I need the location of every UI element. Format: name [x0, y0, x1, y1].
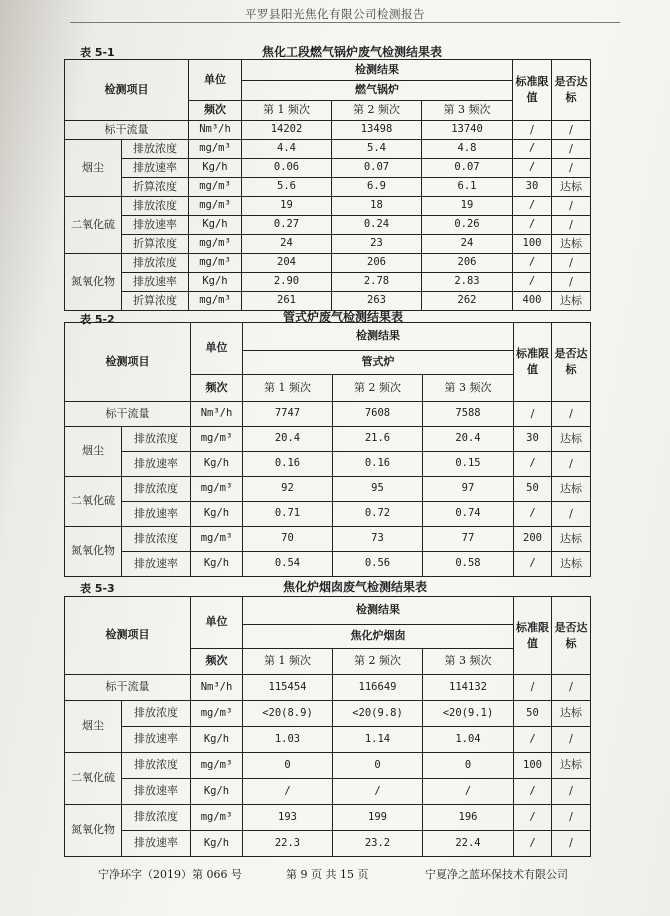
- table-label: 表 5-3: [80, 582, 115, 595]
- parameter-name: 排放速率: [122, 273, 189, 292]
- table-label: 表 5-1: [80, 46, 115, 59]
- cell-pass: /: [552, 121, 591, 140]
- cell-value: 0.16: [243, 452, 333, 477]
- header-row: [65, 60, 591, 81]
- cell-value: 14202: [242, 121, 332, 140]
- cell-unit: mg/m³: [191, 753, 243, 779]
- header-run: 第 3 频次: [422, 101, 513, 121]
- table-row: [65, 753, 591, 779]
- cell-unit: mg/m³: [191, 427, 243, 452]
- cell-value: 7588: [423, 402, 514, 427]
- cell-pass: 达标: [552, 178, 591, 197]
- cell-standard: /: [513, 216, 552, 235]
- row-label-flow: 标干流量: [65, 402, 191, 427]
- cell-value: 2.90: [242, 273, 332, 292]
- cell-standard: /: [514, 402, 552, 427]
- table-title: 焦化工段燃气锅炉废气检测结果表: [262, 45, 443, 59]
- header-frequency: 频次: [191, 375, 243, 402]
- cell-unit: Kg/h: [191, 552, 243, 577]
- cell-standard: 50: [514, 701, 552, 727]
- table-row: [65, 805, 591, 831]
- cell-value: 0.71: [243, 502, 333, 527]
- parameter-name: 排放浓度: [122, 254, 189, 273]
- cell-value: 196: [423, 805, 514, 831]
- header-frequency: 频次: [189, 101, 242, 121]
- cell-value: 0.07: [422, 159, 513, 178]
- cell-unit: Kg/h: [191, 831, 243, 857]
- pollutant-name: 烟尘: [65, 427, 122, 477]
- cell-value: 0: [423, 753, 514, 779]
- parameter-name: 排放浓度: [122, 477, 191, 502]
- cell-unit: mg/m³: [191, 527, 243, 552]
- table-title: 管式炉废气检测结果表: [283, 310, 404, 324]
- cell-pass: /: [552, 831, 591, 857]
- cell-value: 20.4: [243, 427, 333, 452]
- cell-unit: Kg/h: [189, 159, 242, 178]
- cell-pass: /: [552, 254, 591, 273]
- table-row: [65, 402, 591, 427]
- cell-unit: mg/m³: [189, 178, 242, 197]
- header-results: 检测结果: [243, 597, 514, 625]
- cell-standard: /: [513, 273, 552, 292]
- cell-pass: /: [552, 805, 591, 831]
- parameter-name: 排放速率: [122, 727, 191, 753]
- parameter-name: 排放速率: [122, 831, 191, 857]
- pollutant-name: 氮氧化物: [65, 527, 122, 577]
- cell-value: <20(9.1): [423, 701, 514, 727]
- header-row: [65, 597, 591, 625]
- parameter-name: 排放浓度: [122, 197, 189, 216]
- cell-value: 0.72: [333, 502, 423, 527]
- cell-value: 97: [423, 477, 514, 502]
- cell-unit: Nm³/h: [191, 402, 243, 427]
- cell-pass: /: [552, 675, 591, 701]
- cell-standard: /: [514, 779, 552, 805]
- header-unit: 单位: [191, 597, 243, 649]
- cell-standard: /: [513, 159, 552, 178]
- cell-unit: Kg/h: [191, 779, 243, 805]
- cell-value: 7608: [333, 402, 423, 427]
- cell-value: 19: [422, 197, 513, 216]
- cell-value: 1.04: [423, 727, 514, 753]
- cell-value: 18: [332, 197, 422, 216]
- cell-value: 0: [333, 753, 423, 779]
- cell-unit: mg/m³: [191, 805, 243, 831]
- cell-pass: /: [552, 779, 591, 805]
- cell-pass: /: [552, 197, 591, 216]
- header-pass: 是否达标: [552, 60, 591, 121]
- cell-standard: /: [513, 121, 552, 140]
- header-pass: 是否达标: [552, 323, 591, 402]
- cell-value: 23: [332, 235, 422, 254]
- cell-unit: mg/m³: [191, 477, 243, 502]
- header-item: 检测项目: [65, 60, 189, 121]
- header-run: 第 1 频次: [243, 375, 333, 402]
- header-run: 第 3 频次: [423, 375, 514, 402]
- header-run: 第 1 频次: [242, 101, 332, 121]
- cell-unit: Kg/h: [191, 502, 243, 527]
- cell-pass: /: [552, 727, 591, 753]
- table-title: 焦化炉烟囱废气检测结果表: [283, 580, 428, 594]
- cell-pass: 达标: [552, 552, 591, 577]
- cell-value: 0.26: [422, 216, 513, 235]
- cell-value: 0.16: [333, 452, 423, 477]
- cell-unit: Kg/h: [189, 273, 242, 292]
- parameter-name: 排放浓度: [122, 527, 191, 552]
- parameter-name: 排放速率: [122, 216, 189, 235]
- cell-value: 0.27: [242, 216, 332, 235]
- table-row: [65, 779, 591, 805]
- cell-unit: mg/m³: [191, 701, 243, 727]
- cell-value: 0.07: [332, 159, 422, 178]
- report-header: 平罗县阳光焦化有限公司检测报告: [245, 7, 425, 21]
- cell-value: 115454: [243, 675, 333, 701]
- pollutant-name: 二氧化硫: [65, 753, 122, 805]
- table-row: [65, 121, 591, 140]
- row-label-flow: 标干流量: [65, 675, 191, 701]
- cell-value: 13498: [332, 121, 422, 140]
- cell-value: 24: [242, 235, 332, 254]
- cell-value: 0: [243, 753, 333, 779]
- header-unit: 单位: [189, 60, 242, 101]
- cell-value: 261: [242, 292, 332, 311]
- header-frequency: 频次: [191, 649, 243, 675]
- parameter-name: 排放浓度: [122, 753, 191, 779]
- cell-standard: 400: [513, 292, 552, 311]
- footer-page-number: 第 9 页 共 15 页: [286, 868, 369, 881]
- table-row: [65, 727, 591, 753]
- table-row: [65, 701, 591, 727]
- header-run: 第 2 频次: [333, 649, 423, 675]
- parameter-name: 排放速率: [122, 779, 191, 805]
- parameter-name: 折算浓度: [122, 292, 189, 311]
- cell-standard: 30: [514, 427, 552, 452]
- pollutant-name: 二氧化硫: [65, 197, 122, 254]
- cell-standard: 30: [513, 178, 552, 197]
- table-row: [65, 427, 591, 452]
- cell-standard: /: [514, 552, 552, 577]
- header-item: 检测项目: [65, 323, 191, 402]
- cell-unit: mg/m³: [189, 140, 242, 159]
- cell-value: 77: [423, 527, 514, 552]
- cell-pass: 达标: [552, 477, 591, 502]
- header-source: 管式炉: [243, 351, 514, 375]
- cell-value: 1.03: [243, 727, 333, 753]
- cell-value: 116649: [333, 675, 423, 701]
- header-source: 焦化炉烟囱: [243, 625, 514, 649]
- cell-pass: 达标: [552, 235, 591, 254]
- table-row: [65, 254, 591, 273]
- table-row: [65, 502, 591, 527]
- cell-value: 263: [332, 292, 422, 311]
- cell-unit: Kg/h: [191, 727, 243, 753]
- parameter-name: 折算浓度: [122, 235, 189, 254]
- cell-value: 21.6: [333, 427, 423, 452]
- results-table: [64, 59, 591, 311]
- cell-pass: 达标: [552, 292, 591, 311]
- table-row: [65, 216, 591, 235]
- cell-pass: 达标: [552, 753, 591, 779]
- cell-value: <20(9.8): [333, 701, 423, 727]
- parameter-name: 排放速率: [122, 552, 191, 577]
- table-row: [65, 675, 591, 701]
- cell-unit: Kg/h: [189, 216, 242, 235]
- cell-value: 22.3: [243, 831, 333, 857]
- cell-pass: /: [552, 140, 591, 159]
- parameter-name: 排放浓度: [122, 805, 191, 831]
- parameter-name: 排放速率: [122, 452, 191, 477]
- cell-unit: mg/m³: [189, 254, 242, 273]
- header-source: 燃气锅炉: [242, 81, 513, 101]
- table-row: [65, 477, 591, 502]
- cell-value: 2.78: [332, 273, 422, 292]
- cell-value: 7747: [243, 402, 333, 427]
- cell-value: 19: [242, 197, 332, 216]
- cell-value: 92: [243, 477, 333, 502]
- cell-value: 206: [422, 254, 513, 273]
- cell-value: 73: [333, 527, 423, 552]
- cell-value: 5.4: [332, 140, 422, 159]
- pollutant-name: 二氧化硫: [65, 477, 122, 527]
- table-row: [65, 273, 591, 292]
- footer-doc-number: 宁净环字（2019）第 066 号: [98, 868, 242, 881]
- cell-pass: /: [552, 159, 591, 178]
- cell-unit: Nm³/h: [191, 675, 243, 701]
- parameter-name: 排放浓度: [122, 701, 191, 727]
- header-row: [65, 323, 591, 351]
- footer-company: 宁夏净之蓝环保技术有限公司: [425, 868, 568, 881]
- cell-standard: /: [513, 254, 552, 273]
- cell-value: 4.8: [422, 140, 513, 159]
- pollutant-name: 烟尘: [65, 140, 122, 197]
- row-label-flow: 标干流量: [65, 121, 189, 140]
- parameter-name: 排放浓度: [122, 427, 191, 452]
- header-standard: 标准限值: [513, 60, 552, 121]
- cell-standard: /: [514, 452, 552, 477]
- parameter-name: 排放浓度: [122, 140, 189, 159]
- results-table: [64, 596, 591, 857]
- cell-value: 24: [422, 235, 513, 254]
- header-pass: 是否达标: [552, 597, 591, 675]
- header-run: 第 3 频次: [423, 649, 514, 675]
- table-row: [65, 552, 591, 577]
- cell-value: 6.9: [332, 178, 422, 197]
- cell-pass: /: [552, 452, 591, 477]
- cell-value: 0.54: [243, 552, 333, 577]
- cell-value: 4.4: [242, 140, 332, 159]
- cell-value: /: [243, 779, 333, 805]
- cell-value: 0.06: [242, 159, 332, 178]
- cell-value: /: [423, 779, 514, 805]
- cell-value: 0.56: [333, 552, 423, 577]
- cell-pass: /: [552, 402, 591, 427]
- cell-pass: /: [552, 273, 591, 292]
- cell-standard: /: [514, 727, 552, 753]
- cell-value: 199: [333, 805, 423, 831]
- table-row: [65, 235, 591, 254]
- cell-value: 22.4: [423, 831, 514, 857]
- header-item: 检测项目: [65, 597, 191, 675]
- table-row: [65, 527, 591, 552]
- cell-standard: 100: [514, 753, 552, 779]
- table-row: [65, 197, 591, 216]
- header-results: 检测结果: [243, 323, 514, 351]
- cell-value: 0.74: [423, 502, 514, 527]
- table-label: 表 5-2: [80, 313, 115, 326]
- cell-pass: 达标: [552, 427, 591, 452]
- header-standard: 标准限值: [514, 597, 552, 675]
- cell-unit: Nm³/h: [189, 121, 242, 140]
- cell-value: 262: [422, 292, 513, 311]
- cell-unit: mg/m³: [189, 197, 242, 216]
- cell-value: 114132: [423, 675, 514, 701]
- cell-standard: /: [514, 502, 552, 527]
- cell-unit: mg/m³: [189, 235, 242, 254]
- header-unit: 单位: [191, 323, 243, 375]
- pollutant-name: 氮氧化物: [65, 805, 122, 857]
- cell-unit: Kg/h: [191, 452, 243, 477]
- cell-pass: 达标: [552, 701, 591, 727]
- pollutant-name: 烟尘: [65, 701, 122, 753]
- cell-standard: 100: [513, 235, 552, 254]
- cell-value: 204: [242, 254, 332, 273]
- cell-standard: /: [513, 140, 552, 159]
- cell-value: 206: [332, 254, 422, 273]
- cell-value: 13740: [422, 121, 513, 140]
- pollutant-name: 氮氧化物: [65, 254, 122, 311]
- header-run: 第 1 频次: [243, 649, 333, 675]
- parameter-name: 折算浓度: [122, 178, 189, 197]
- cell-value: 193: [243, 805, 333, 831]
- header-divider: [70, 22, 620, 23]
- cell-standard: /: [514, 675, 552, 701]
- table-row: [65, 140, 591, 159]
- cell-value: 6.1: [422, 178, 513, 197]
- table-row: [65, 831, 591, 857]
- cell-standard: /: [514, 805, 552, 831]
- table-row: [65, 159, 591, 178]
- table-row: [65, 452, 591, 477]
- header-results: 检测结果: [242, 60, 513, 81]
- cell-standard: /: [513, 197, 552, 216]
- cell-value: 0.24: [332, 216, 422, 235]
- cell-value: 20.4: [423, 427, 514, 452]
- cell-value: 0.58: [423, 552, 514, 577]
- cell-value: 0.15: [423, 452, 514, 477]
- header-run: 第 2 频次: [333, 375, 423, 402]
- cell-value: 2.83: [422, 273, 513, 292]
- cell-pass: /: [552, 216, 591, 235]
- cell-value: /: [333, 779, 423, 805]
- results-table: [64, 322, 591, 577]
- cell-standard: 50: [514, 477, 552, 502]
- table-row: [65, 178, 591, 197]
- cell-value: 95: [333, 477, 423, 502]
- header-standard: 标准限值: [514, 323, 552, 402]
- parameter-name: 排放速率: [122, 502, 191, 527]
- cell-value: 5.6: [242, 178, 332, 197]
- header-run: 第 2 频次: [332, 101, 422, 121]
- cell-standard: 200: [514, 527, 552, 552]
- parameter-name: 排放速率: [122, 159, 189, 178]
- cell-unit: mg/m³: [189, 292, 242, 311]
- cell-value: 1.14: [333, 727, 423, 753]
- cell-pass: /: [552, 502, 591, 527]
- cell-value: 23.2: [333, 831, 423, 857]
- cell-value: 70: [243, 527, 333, 552]
- cell-standard: /: [514, 831, 552, 857]
- cell-value: <20(8.9): [243, 701, 333, 727]
- cell-pass: 达标: [552, 527, 591, 552]
